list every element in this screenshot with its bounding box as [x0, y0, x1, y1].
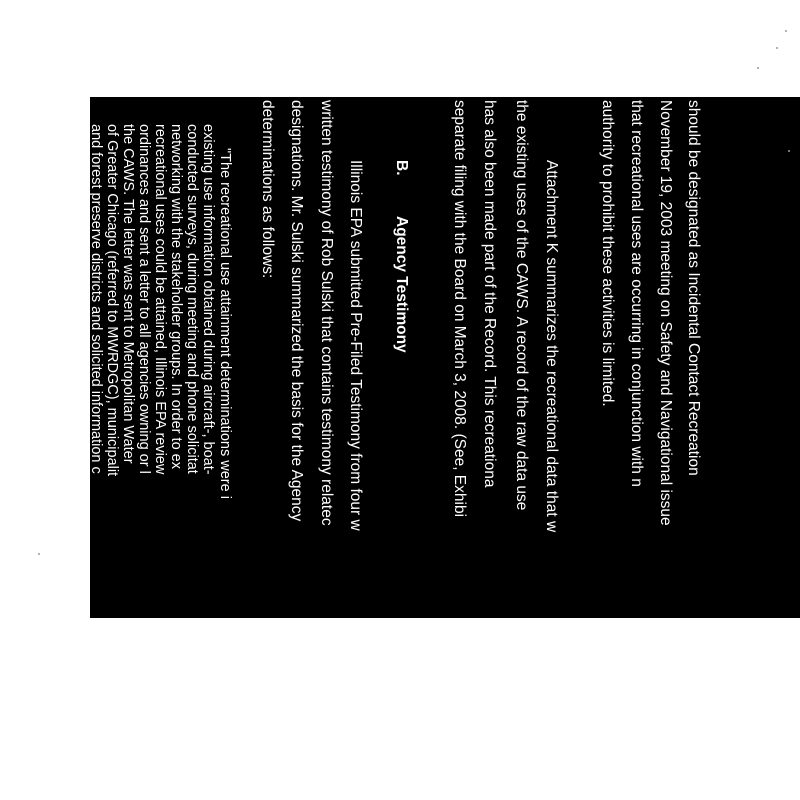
para1-line-2: November 19, 2003 meeting on Safety and Navigational issue — [657, 100, 674, 526]
quote-line-8: of Greater Chicago (referred to MWRDGC), municipalit — [104, 124, 120, 477]
para1-line-4: authority to prohibit these activities is limited. — [599, 100, 616, 407]
para1-line-1: should be designated as Incidental Contact Recreation — [685, 100, 702, 476]
citation: Sulski Testimony (Exhibit 1) at p. 9. — [12, 100, 29, 341]
quote-line-5: recreational uses could be attained, Illinois EPA review — [152, 124, 168, 475]
para3-line-1: Illinois EPA submitted Pre-Filed Testimony from four w — [347, 160, 364, 531]
scan-speck — [38, 553, 40, 555]
section-letter: B. — [393, 160, 410, 176]
para2-line-2: the existing uses of the CAWS. A record of the raw data use — [513, 100, 530, 511]
para2-line-4: separate filing with the Board on March 3, 2008. (See, Exhibi — [451, 100, 468, 518]
para2-line-1: Attachment K summarizes the recreational data that w — [543, 160, 560, 533]
quote-line-9: and forest preserve districts and solicited information c — [88, 124, 104, 474]
quote-line-10: all recreational and other use opportunities within and a — [72, 124, 88, 480]
document-text-block — [12, 100, 703, 800]
document-page — [12, 97, 800, 618]
quote-line-7: the CAWS. The letter was sent to Metropolitan Water — [120, 124, 136, 464]
para3-line-2: written testimony of Rob Sulski that contains testimony relatec — [318, 100, 335, 526]
para1-line-3: that recreational uses are occurring in conjunction with n — [628, 100, 645, 487]
para3-line-3: designations. Mr. Sulski summarized the basis for the Agency — [288, 100, 305, 522]
scan-speck — [757, 67, 759, 69]
section-title: Agency Testimony — [393, 216, 410, 353]
quote-line-4: networking with the stakeholder groups. In order to ex — [168, 124, 184, 469]
quote-line-12: contained definitive plans for new uses that do not alre — [40, 124, 56, 474]
quote-line-2: existing use information obtained during aircraft-, boat- — [200, 124, 216, 475]
quote-line-1: "The recreational use attainment determinations were i — [217, 148, 233, 499]
quote-line-11: planned for the foreseeable future. None of the respor — [56, 124, 72, 470]
scan-speck — [788, 150, 790, 152]
quote-line-3: conducted surveys, during meeting and phone solicitat — [184, 124, 200, 474]
para2-line-3: has also been made part of the Record. This recreationa — [481, 100, 498, 488]
quote-line-6: ordinances and sent a letter to all agencies owning or l — [136, 124, 152, 474]
scan-speck — [785, 30, 787, 32]
scan-speck — [776, 47, 778, 49]
para3-line-4: determinations as follows: — [259, 100, 276, 279]
